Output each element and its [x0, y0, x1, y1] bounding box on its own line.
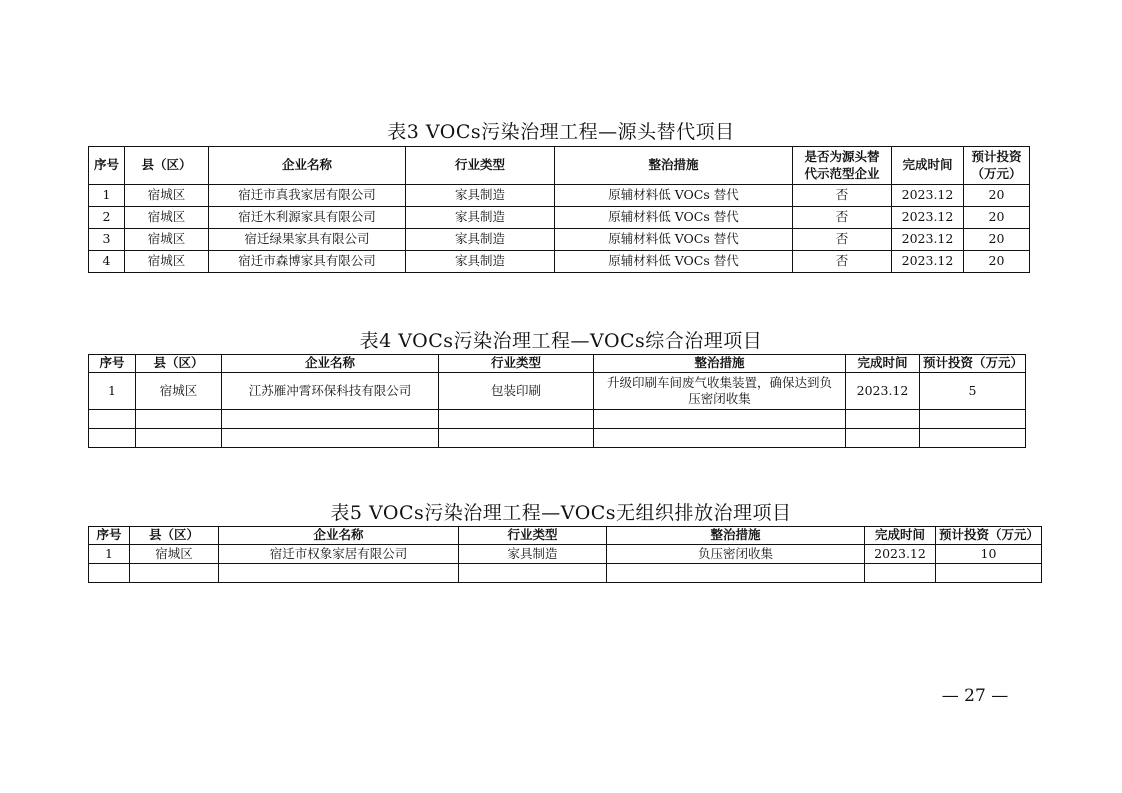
empty-cell [89, 429, 136, 448]
cell-seq: 4 [89, 251, 125, 273]
table3 [88, 146, 1030, 273]
page-number: — 27 — [941, 686, 1009, 706]
cell-time: 2023.12 [892, 185, 964, 207]
col-header-demo-line2: 代示范型企业 [804, 165, 880, 181]
cell-seq: 1 [89, 185, 125, 207]
cell-company: 宿迁木利源家具有限公司 [209, 207, 406, 229]
table5-header-row [89, 527, 1042, 545]
empty-cell [936, 564, 1042, 583]
cell-county: 宿城区 [125, 185, 209, 207]
empty-cell [222, 410, 439, 429]
col-header-company: 企业名称 [219, 527, 459, 545]
table4-header-row [89, 355, 1026, 373]
cell-invest: 20 [964, 251, 1030, 273]
cell-industry: 家具制造 [406, 207, 555, 229]
cell-time: 2023.12 [846, 373, 920, 410]
col-header-industry: 行业类型 [406, 147, 555, 185]
col-header-seq: 序号 [89, 527, 130, 545]
cell-company: 宿迁市权象家居有限公司 [219, 545, 459, 564]
table3-caption: 表3 VOCs污染治理工程—源头替代项目 [387, 121, 735, 143]
col-header-seq: 序号 [89, 147, 125, 185]
cell-county: 宿城区 [125, 207, 209, 229]
empty-cell [439, 410, 594, 429]
empty-cell [594, 429, 846, 448]
cell-invest: 20 [964, 207, 1030, 229]
cell-measure: 原辅材料低 VOCs 替代 [555, 251, 793, 273]
cell-measure-line1: 升级印刷车间废气收集装置，确保达到负 [606, 374, 832, 390]
col-header-industry: 行业类型 [439, 355, 594, 373]
empty-cell [439, 429, 594, 448]
empty-cell [865, 564, 936, 583]
cell-invest: 20 [964, 185, 1030, 207]
col-header-invest-line1: 预计投资 [971, 149, 1022, 165]
cell-company: 宿迁绿果家具有限公司 [209, 229, 406, 251]
cell-invest: 10 [936, 545, 1042, 564]
table-row [89, 207, 1030, 229]
cell-seq: 3 [89, 229, 125, 251]
table-row [89, 229, 1030, 251]
cell-county: 宿城区 [130, 545, 219, 564]
empty-cell [594, 410, 846, 429]
col-header-measure: 整治措施 [555, 147, 793, 185]
col-header-seq: 序号 [89, 355, 136, 373]
col-header-measure: 整治措施 [607, 527, 865, 545]
empty-cell [219, 564, 459, 583]
empty-cell [130, 564, 219, 583]
col-header-invest-line2: （万元） [971, 165, 1022, 181]
cell-demo: 否 [793, 207, 892, 229]
col-header-time: 完成时间 [865, 527, 936, 545]
cell-industry: 家具制造 [459, 545, 607, 564]
col-header-invest [964, 147, 1030, 185]
cell-county: 宿城区 [125, 251, 209, 273]
table-row-empty [89, 429, 1026, 448]
col-header-company: 企业名称 [209, 147, 406, 185]
empty-cell [607, 564, 865, 583]
col-header-time: 完成时间 [846, 355, 920, 373]
col-header-county: 县（区） [130, 527, 219, 545]
table-row [89, 373, 1026, 410]
col-header-invest: 预计投资（万元） [920, 355, 1026, 373]
cell-demo: 否 [793, 185, 892, 207]
empty-cell [136, 429, 222, 448]
col-header-demo [793, 147, 892, 185]
cell-seq: 1 [89, 373, 136, 410]
cell-invest: 5 [920, 373, 1026, 410]
cell-time: 2023.12 [892, 229, 964, 251]
cell-measure: 负压密闭收集 [607, 545, 865, 564]
col-header-time: 完成时间 [892, 147, 964, 185]
empty-cell [222, 429, 439, 448]
empty-cell [920, 410, 1026, 429]
cell-measure: 原辅材料低 VOCs 替代 [555, 185, 793, 207]
cell-industry: 包装印刷 [439, 373, 594, 410]
cell-invest: 20 [964, 229, 1030, 251]
col-header-industry: 行业类型 [459, 527, 607, 545]
table5 [88, 526, 1042, 583]
table4-caption: 表4 VOCs污染治理工程—VOCs综合治理项目 [359, 330, 763, 352]
table-row-empty [89, 410, 1026, 429]
cell-measure [594, 373, 846, 410]
cell-measure-line2: 压密闭收集 [688, 391, 751, 406]
table4 [88, 354, 1026, 448]
cell-county: 宿城区 [125, 229, 209, 251]
table5-caption: 表5 VOCs污染治理工程—VOCs无组织排放治理项目 [330, 502, 792, 524]
empty-cell [136, 410, 222, 429]
cell-time: 2023.12 [865, 545, 936, 564]
cell-time: 2023.12 [892, 207, 964, 229]
table3-header-row [89, 147, 1030, 185]
cell-industry: 家具制造 [406, 229, 555, 251]
table-row-empty [89, 564, 1042, 583]
col-header-measure: 整治措施 [594, 355, 846, 373]
empty-cell [920, 429, 1026, 448]
cell-industry: 家具制造 [406, 185, 555, 207]
col-header-county: 县（区） [136, 355, 222, 373]
cell-time: 2023.12 [892, 251, 964, 273]
table-row [89, 251, 1030, 273]
col-header-county: 县（区） [125, 147, 209, 185]
empty-cell [89, 410, 136, 429]
cell-measure: 原辅材料低 VOCs 替代 [555, 229, 793, 251]
empty-cell [89, 564, 130, 583]
col-header-company: 企业名称 [222, 355, 439, 373]
cell-industry: 家具制造 [406, 251, 555, 273]
empty-cell [459, 564, 607, 583]
cell-seq: 2 [89, 207, 125, 229]
table-row [89, 545, 1042, 564]
col-header-demo-line1: 是否为源头替 [804, 149, 880, 165]
cell-demo: 否 [793, 251, 892, 273]
cell-seq: 1 [89, 545, 130, 564]
empty-cell [846, 429, 920, 448]
col-header-invest: 预计投资（万元） [936, 527, 1042, 545]
cell-demo: 否 [793, 229, 892, 251]
cell-county: 宿城区 [136, 373, 222, 410]
cell-measure: 原辅材料低 VOCs 替代 [555, 207, 793, 229]
table-row [89, 185, 1030, 207]
cell-company: 江苏雁冲霄环保科技有限公司 [222, 373, 439, 410]
cell-company: 宿迁市真我家居有限公司 [209, 185, 406, 207]
cell-company: 宿迁市森博家具有限公司 [209, 251, 406, 273]
empty-cell [846, 410, 920, 429]
